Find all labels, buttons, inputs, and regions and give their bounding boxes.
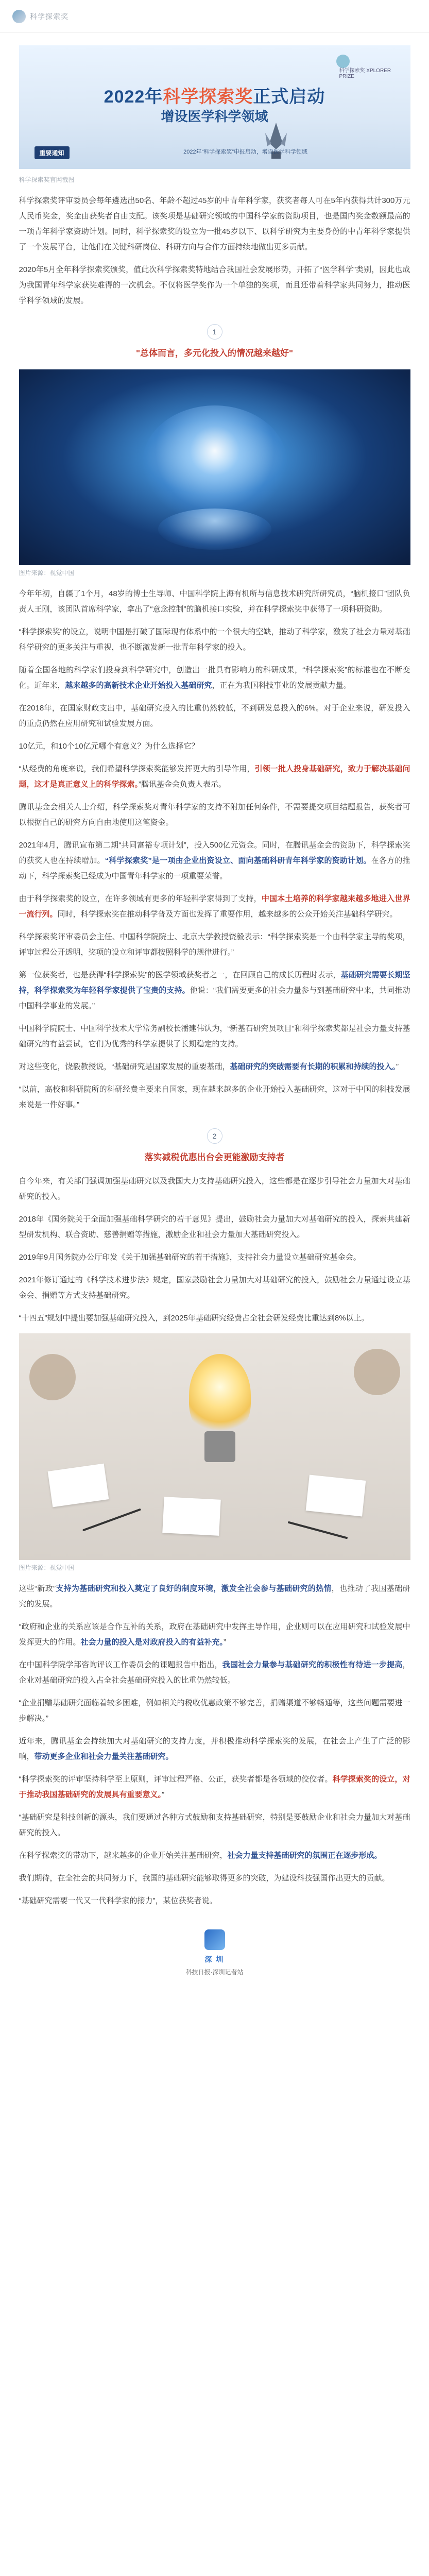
hand-glow xyxy=(158,509,271,550)
paragraph-text: 在中国科学院学部咨询评议工作委员会的课题报告中指出， xyxy=(19,1660,222,1669)
paragraph xyxy=(19,739,410,754)
emphasis-text: 中国本土培养的科学家越来越多地进入世界一流行列。 xyxy=(19,894,410,919)
paragraph xyxy=(19,1810,410,1841)
emphasis-text: 基础研究的突破需要有长期的积累和持续的投入。 xyxy=(230,1062,397,1071)
footer-logo-icon xyxy=(204,1929,225,1950)
paragraph xyxy=(19,1657,410,1688)
emphasis-text: 越来越多的高新技术企业开始投入基础研究 xyxy=(65,681,212,690)
paragraph-text: 第一位获奖者，也是获得“科学探索奖”的医学领域获奖者之一，在回顾自己的成长历程时表示， xyxy=(19,971,341,979)
paragraph-text: “科学探索奖的评审坚持科学至上原则，评审过程严格、公正，获奖者都是各领域的佼佼者。 xyxy=(19,1775,333,1784)
person-figure xyxy=(354,1349,400,1395)
pen xyxy=(82,1509,141,1532)
lightbulb-base xyxy=(204,1431,235,1462)
paragraph-text: 在各方的推动下，科学探索奖已经成为中国青年科学家的一项重要荣誉。 xyxy=(19,856,410,880)
paragraph-text: 2021年4月，腾讯宣布第二期“共同富裕专项计划”，投入500亿元资金。同时，在腾讯基金会的资助下，科学探索奖的获奖人也在持续增加。 xyxy=(19,841,410,865)
hero-subtitle: 增设医学科学领域 xyxy=(161,109,268,124)
paragraph xyxy=(19,800,410,831)
pen xyxy=(287,1521,348,1539)
section-number: 2 xyxy=(207,1128,222,1144)
paragraph xyxy=(19,193,410,255)
paragraph xyxy=(19,701,410,732)
hero-title-highlight: 科学探索奖 xyxy=(163,87,253,107)
paragraph-text: 自今年来，有关部门强调加强基础研究以及我国大力支持基础研究投入，这些都是在逐步引导社会力量加大对基础研究的投入。 xyxy=(19,1177,410,1201)
paragraph-text: ，正在为我国科技事业的发展贡献力量。 xyxy=(212,681,351,690)
brand-name: 科学探索奖 xyxy=(30,12,68,21)
paragraph xyxy=(19,1619,410,1650)
footer xyxy=(19,1929,410,1976)
caption-hero: 科学探索奖官网截图 xyxy=(19,176,75,183)
paragraph xyxy=(19,1059,410,1075)
hero-title-suffix: 正式启动 xyxy=(253,87,325,107)
paragraph-text: 10亿元，和10个10亿元哪个有意义？为什么选择它？ xyxy=(19,742,199,751)
section-title: 落实减税优惠出台会更能激励支持者 xyxy=(144,1153,285,1162)
emphasis-text: 我国社会力量参与基础研究的积极性有待进一步提高 xyxy=(222,1660,403,1669)
paragraph xyxy=(19,663,410,693)
paragraph-text: 2021年修订通过的《科学技术进步法》规定，国家鼓励社会力量加大对基础研究的投入，鼓励社会力量通过设立基金会、捐赠等方式支持基础研究。 xyxy=(19,1276,410,1300)
paragraph xyxy=(19,1871,410,1886)
emphasis-text: 社会力量支持基础研究的氛围正在逐步形成。 xyxy=(227,1851,382,1860)
paragraph-text: ” xyxy=(224,1638,227,1647)
hero-note: 2022年“科学探索奖”申报启动，增设医学科学领域 xyxy=(183,149,307,155)
paragraph-text: 今年年初，自疆了1个月，48岁的博士生导师、中国科学院上海有机所与信息技术研究所研究员，“脑机接口”团队负责人王刚，该团队首席科学家，拿出了“意念控制”的脑机接口实验，并在科学探索奖中获得了一项科研资助。 xyxy=(19,589,410,614)
paragraph xyxy=(19,1772,410,1803)
paragraph-text: “科学探索奖”的设立，说明中国是打破了国际现有体系中的一个很大的空缺，推动了科学家，激发了社会力量对基础科学研究的更多关注与重视，也不断激发新一批青年科学家的投入。 xyxy=(19,628,410,652)
paragraph xyxy=(19,1250,410,1265)
paragraph-text: 科学探索奖评审委员会每年遴选出50名、年龄不超过45岁的中青年科学家，获奖者每人可在5年内获得共计300万元人民币奖金，奖金由获奖者自由支配。该奖项是基础研究领域的中国科学家的资助项目，也是国内奖金数额最高的一项青年科学家资助计划。同时，科学探索奖的设立为一批45岁以下、以科学研究为主要身份的中青年科学家提供了一个发展平台，让他们在关键科研岗位、科研方向与合作方面持续地做出更多贡献。 xyxy=(19,196,410,251)
caption-bulb: 图片来源：视觉中国 xyxy=(19,1564,75,1571)
paragraph-text: “从经费的角度来说，我们希望科学探索奖能够发挥更大的引导作用， xyxy=(19,765,255,773)
paragraph xyxy=(19,1848,410,1863)
hero-title xyxy=(19,82,410,108)
paragraph-text: 我们期待，在全社会的共同努力下，我国的基础研究能够取得更多的突破，为建设科技强国作出更大的贡献。 xyxy=(19,1874,390,1883)
paragraph-text: “企业捐赠基础研究面临着较多困难，例如相关的税收优惠政策不够完善，捐赠渠道不够畅通等，这些问题需要进一步解决。” xyxy=(19,1699,410,1723)
paragraph xyxy=(19,761,410,792)
emphasis-text: 社会力量的投入是对政府投入的有益补充。 xyxy=(80,1638,224,1647)
paragraph-text: 对这些变化，饶毅教授说，“基础研究是国家发展的重要基础， xyxy=(19,1062,230,1071)
brain-image xyxy=(19,369,410,565)
paragraph-text: “基础研究是科技创新的源头，我们要通过各种方式鼓励和支持基础研究，特别是要鼓励企业和社会力量加大对基础研究的投入。 xyxy=(19,1813,410,1837)
seal xyxy=(336,55,398,79)
emphasis-text: 引领一批人投身基础研究，致力于解决基础问题，这才是真正意义上的科学探索。 xyxy=(19,765,410,789)
paragraph xyxy=(19,968,410,1014)
person-figure xyxy=(29,1354,76,1400)
lightbulb-glow xyxy=(189,1354,251,1436)
brand[interactable] xyxy=(12,10,68,23)
paper-sheet xyxy=(47,1464,109,1507)
paragraph-text: “基础研究需要一代又一代科学家的接力”，某位获奖者说。 xyxy=(19,1896,217,1905)
section-heading xyxy=(19,1128,410,1164)
section-heading xyxy=(19,324,410,360)
hero-banner xyxy=(19,45,410,169)
emphasis-text: 基础研究需要长期坚持，科学探索奖为年轻科学家提供了宝贵的支持。 xyxy=(19,971,410,995)
paragraph-text: 由于科学探索奖的设立，在许多领域有更多的年轻科学家得到了支持， xyxy=(19,894,262,903)
paragraph xyxy=(19,1273,410,1303)
section-number: 1 xyxy=(207,324,222,340)
paragraph-text: 2020年5月全年科学探索奖颁奖，值此次科学探索奖特地结合我国社会发展形势，开拓了“医学科学”类别，因此也成为我国青年科学家获奖难得的一次机会。不仅将医学奖作为一个单独的奖项，而且还带着科学家共同努力，推动医学科学领域的发展。 xyxy=(19,265,410,305)
paragraph-text: “十四五”规划中提出要加强基础研究投入，到2025年基础研究经费占全社会研发经费比重达到8%以上。 xyxy=(19,1314,369,1323)
paragraph-text: ” xyxy=(162,1790,165,1799)
emphasis-text: 支持为基础研究和投入奠定了良好的制度环境，激发全社会参与基础研究的热情 xyxy=(56,1584,332,1593)
hero-title-prefix: 2022年 xyxy=(104,87,163,107)
paragraph xyxy=(19,891,410,922)
paragraph xyxy=(19,1696,410,1726)
paragraph xyxy=(19,1734,410,1765)
footer-brand: 深 圳 xyxy=(204,1955,225,1963)
paragraph xyxy=(19,586,410,617)
paragraph xyxy=(19,1021,410,1052)
paragraph xyxy=(19,929,410,960)
paragraph-text: ，企业对基础研究的投入占全社会基础研究投入的比重仍然较低。 xyxy=(19,1660,410,1685)
paragraph xyxy=(19,1893,410,1909)
hero-badge: 重要通知 xyxy=(35,146,70,159)
paragraph-text: 他说：“我们需要更多的社会力量参与到基础研究中来，共同推动中国科学事业的发展。” xyxy=(19,986,410,1010)
lightbulb-image xyxy=(19,1333,410,1560)
paragraph-text: 这些“新政” xyxy=(19,1584,56,1593)
paragraph xyxy=(19,1212,410,1243)
footer-org: 科技日报·深圳记者站 xyxy=(185,1969,244,1976)
paragraph-text: 中国科学院院士、中国科学技术大学常务副校长潘建伟认为，“新基石研究员项目”和科学探索奖都是社会力量支持基础研究的有益尝试，它们为优秀的科学家提供了长期稳定的支持。 xyxy=(19,1024,410,1048)
paragraph xyxy=(19,1581,410,1612)
brand-logo-icon xyxy=(12,10,26,23)
paragraph-text: 在2018年，在国家财政支出中，基础研究投入的比重仍然较低，不到研发总投入的6%。对于企业来说，研发投入的重点仍然在应用研究和试验发展方面。 xyxy=(19,704,410,728)
seal-text: 科学探索奖 XPLORER PRIZE xyxy=(339,68,391,79)
paragraph xyxy=(19,624,410,655)
seal-logo-icon xyxy=(336,55,350,68)
brain-glow xyxy=(143,405,287,519)
paragraph-text: ”腾讯基金会负责人表示。 xyxy=(139,780,227,789)
paragraph xyxy=(19,262,410,309)
emphasis-text: “科学探索奖”是一项由企业出资设立、面向基础科研青年科学家的资助计划。 xyxy=(105,856,371,865)
paragraph-text: 近年来，腾讯基金会持续加大对基础研究的支持力度，并积极推动科学探索奖的发展，在社会上产生了广泛的影响， xyxy=(19,1737,410,1761)
paragraph-text: ” xyxy=(396,1062,399,1071)
paragraph-text: 科学探索奖评审委员会主任、中国科学院院士、北京大学教授饶毅表示：“科学探索奖是一个由科学家主导的奖项，评审过程公开透明，奖项的设立和评审都按照科学的规律进行。” xyxy=(19,933,410,957)
paragraph-text: 随着全国各地的科学家们投身到科学研究中，创造出一批具有影响力的科研成果，“科学探索奖”的标准也在不断变化。近年来， xyxy=(19,666,410,690)
emphasis-text: 科学探索奖的设立，对于推动我国基础研究的发展具有重要意义。 xyxy=(19,1775,410,1799)
paragraph xyxy=(19,838,410,884)
caption-brain: 图片来源：视觉中国 xyxy=(19,569,75,577)
paragraph-text: 在科学探索奖的带动下，越来越多的企业开始关注基础研究， xyxy=(19,1851,228,1860)
paragraph-text: “以前，高校和科研院所的科研经费主要来自国家，现在越来越多的企业开始投入基础研究，这对于中国的科技发展来说是一件好事。” xyxy=(19,1085,410,1109)
paper-sheet xyxy=(305,1475,366,1516)
paragraph-text: “政府和企业的关系应该是合作互补的关系，政府在基础研究中发挥主导作用，企业则可以在应用研究和试验发展中发挥更大的作用。 xyxy=(19,1622,410,1647)
paragraph xyxy=(19,1311,410,1326)
top-bar xyxy=(0,0,429,33)
paragraph xyxy=(19,1174,410,1205)
paragraph-text: 腾讯基金会相关人士介绍，科学探索奖对青年科学家的支持不附加任何条件，不需要提交项目结题报告，获奖者可以根据自己的研究方向自由地使用这笔资金。 xyxy=(19,803,410,827)
paragraph-text: ，也推动了我国基础研究的发展。 xyxy=(19,1584,410,1608)
article xyxy=(19,45,410,1976)
paper-sheet xyxy=(162,1497,221,1536)
paragraph xyxy=(19,1082,410,1113)
paragraph-text: 2018年《国务院关于全面加强基础科学研究的若干意见》提出，鼓励社会力量加大对基础研究的投入，探索共建新型研发机构、联合资助、慈善捐赠等措施，激励企业和社会力量加大基础研究投入。 xyxy=(19,1215,410,1239)
section-title: "总体而言，多元化投入的情况越来越好" xyxy=(135,348,294,358)
paragraph-text: 同时，科学探索奖在推动科学普及方面也发挥了重要作用，越来越多的公众开始关注基础科学研究。 xyxy=(57,910,398,919)
emphasis-text: 带动更多企业和社会力量关注基础研究。 xyxy=(34,1752,174,1761)
paragraph-text: 2019年9月国务院办公厅印发《关于加强基础研究的若干措施》，支持社会力量设立基础研究基金会。 xyxy=(19,1253,361,1262)
